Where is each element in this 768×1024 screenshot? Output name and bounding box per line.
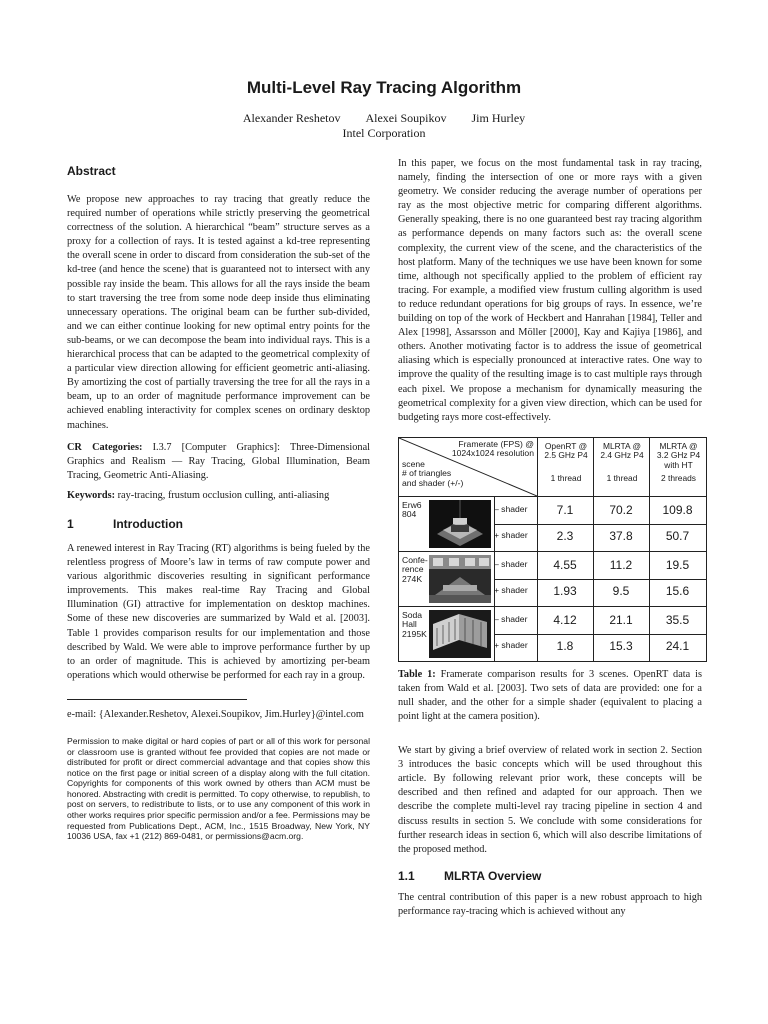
caption-text: Framerate comparison results for 3 scenes. OpenRT data is taken from Wald et al. [2003]. Two sets of data are provided: one for a null shader, and the other for a simple shader (equivalent to placing a point light at the camera position). (398, 668, 703, 722)
cell-value: 19.5 (665, 557, 690, 572)
column-name: with HT (664, 459, 693, 470)
cell-value: 35.5 (665, 612, 690, 627)
scene-thumbnail-soda-hall (429, 610, 491, 658)
cell-value: 2.3 (556, 528, 574, 543)
column-name: MLRTA @ (603, 440, 641, 451)
cell-value: 4.55 (553, 557, 577, 572)
cell-value: 21.1 (609, 612, 633, 627)
affiliation: Intel Corporation (342, 126, 426, 140)
table-header (399, 438, 706, 497)
overview-paragraph: We start by giving a brief overview of related work in section 2. Section 3 introduces the basic concepts which will be used throughout this article. By following relevant prior work, these concepts will be described and then refined and adapted for our approach. Then we describe the complete multi-level ray tracing pipeline in section 4 and discuss results in section 5. We conclude with some considerations for further research ideas in section 6, which will also describe limitations of the proposed method. (398, 745, 702, 855)
keywords (67, 489, 370, 503)
left-column (67, 164, 370, 842)
cr-categories (67, 441, 370, 483)
keywords-text: ray-tracing, frustum occlusion culling, anti-aliasing (117, 489, 330, 501)
fps-header-line: Framerate (FPS) @ (458, 438, 534, 449)
shader-label: – shader (494, 558, 528, 569)
scene-name-line: Soda (402, 609, 423, 620)
shader-label: + shader (494, 529, 528, 540)
scene-header-line: scene (402, 458, 425, 469)
shader-label: + shader (494, 584, 528, 595)
scene-header-line: # of triangles (402, 468, 452, 479)
intro-continued: In this paper, we focus on the most fundamental task in ray tracing, namely, finding the intersection of one or more rays with a given geometry. We consider reducing the average number of operations per ray as the most objective metric for comparing different algorithms. Generally speaking, there is no one guaranteed best ray tracing algorithm as performance depends on many factors such as: the overall scene complexity, the current view of the scene, and the characteristics of the host platform. Many of the techniques we use have been known for some time, although not specifically applied to the problem of efficient ray tracing. For example, a modified view frustum culling algorithm is used to reduce redundant operations for big groups of rays. In essence, we’re building on top of the work of Heckbert and Hanrahan [1984], Teller and Alex [1998], Assarsson and Möller [2000], Kay and Kajiya [1986], and others. Another motivating factor is to address the issue of geometrical aliasing which is especially pronounced at interactive rates. One way to improve the quality of the resulting image is to cast multiple rays through each pixel. We propose a mechanism for dynamically measuring the geometrical complexity for a given view direction, which can be used for budgeting rays more cost-effectively. (398, 158, 702, 423)
table-row (399, 607, 706, 661)
cr-categories-text: I.3.7 [Computer Graphics]: Three-Dimensional Graphics and Realism — Ray Tracing, Global Illumination, Beam Tracing, Geometric Anti-Aliasing. (67, 441, 370, 481)
column-name: 2.5 GHz P4 (544, 450, 588, 461)
section-number: 1 (67, 516, 74, 531)
shader-label: + shader (494, 639, 528, 650)
scene-name (402, 556, 428, 585)
paper-title: Multi-Level Ray Tracing Algorithm (246, 78, 522, 97)
section-number: 1.1 (398, 868, 415, 883)
scene-name-line: Erw6 (402, 499, 422, 510)
column-header-openrt (537, 438, 594, 496)
column-threads: 1 thread (550, 472, 582, 483)
scene-name-line: 274K (402, 573, 423, 584)
scene-name-line: 804 (402, 509, 417, 520)
cell-value: 15.6 (665, 583, 690, 598)
scene-name-line: Confe- (402, 554, 428, 565)
scene-header (402, 460, 463, 489)
scene-name-line: rence (402, 564, 424, 575)
scene-thumbnail-erw6 (429, 500, 491, 548)
shader-label: – shader (494, 613, 528, 624)
section-title: Introduction (113, 516, 183, 531)
section-heading-introduction (67, 517, 370, 531)
cell-value: 37.8 (609, 528, 633, 543)
column-name: 2.4 GHz P4 (600, 450, 644, 461)
cell-value: 15.3 (609, 638, 633, 653)
fps-header (452, 440, 534, 458)
mlrta-overview-body: The central contribution of this paper is a new robust approach to high performance ray-tracing which is achieved without any (398, 891, 702, 917)
scene-name (402, 611, 427, 640)
shader-label: – shader (494, 503, 528, 514)
footnote-rule (67, 699, 247, 700)
abstract-body: We propose new approaches to ray tracing that greatly reduce the required number of operations while strictly preserving the geometrical correctness of the solution. A hierarchical “beam” structure serves as a proxy for a collection of rays. It is tested against a kd-tree representing the overall scene in order to discard from consideration the sub-set of the kd-tree (and hence the scene) that is guaranteed not to intersect with any possible ray inside the beam. This allows for all the rays inside the beam to start traversing the tree from some node deep inside thus eliminating unnecessary operations. The original beam can be further sub-divided, and we can either continue looking for new optimal entry points for the sub-beams, or we can decompose the beam into individual rays. This is a hierarchical process that can be adapted to the geometrical complexity of a particular view direction allowing for efficient geometric anti-aliasing. By amortizing the cost of partially traversing the tree for all the rays in a beam, up to an order of magnitude performance improvement can be achieved enabling interactivity for complex scenes on ordinary desktop machines. (67, 194, 370, 431)
caption-label: Table 1: (398, 668, 436, 680)
author-name: Alexei Soupikov (365, 111, 447, 125)
scene-thumbnail-conference (429, 555, 491, 603)
author-name: Alexander Reshetov (242, 111, 341, 125)
column-header-mlrta-32 (649, 438, 707, 496)
cell-value: 9.5 (612, 583, 630, 598)
column-name: OpenRT @ (544, 440, 588, 451)
author-name: Jim Hurley (471, 111, 526, 125)
column-name: MLRTA @ (659, 440, 698, 451)
header-corner-cell (399, 438, 537, 496)
cell-value: 11.2 (609, 557, 633, 572)
right-column (398, 157, 702, 919)
fps-header-line: 1024x1024 resolution (451, 447, 534, 458)
column-threads: 1 thread (606, 472, 638, 483)
table-caption (398, 668, 702, 724)
table-row (399, 497, 706, 552)
cell-value: 24.1 (665, 638, 690, 653)
cell-value: 1.8 (556, 638, 574, 653)
cell-value: 7.1 (556, 502, 574, 517)
cell-value: 1.93 (553, 583, 577, 598)
cell-value: 109.8 (662, 502, 693, 517)
cell-value: 70.2 (609, 502, 633, 517)
scene-header-line: and shader (+/-) (402, 477, 464, 488)
table-row (399, 552, 706, 607)
cell-value: 4.12 (553, 612, 577, 627)
scene-name-line: Hall (402, 619, 417, 630)
scene-name-line: 2195K (402, 628, 427, 639)
column-header-mlrta-24 (593, 438, 650, 496)
cell-value: 50.7 (665, 528, 690, 543)
column-threads: 2 threads (661, 472, 696, 483)
scene-name (402, 501, 422, 520)
column-name: 3.2 GHz P4 (656, 450, 701, 461)
keywords-label: Keywords: (67, 489, 116, 501)
cr-categories-label: CR Categories: (67, 441, 143, 453)
footnote-email: e-mail: {Alexander.Reshetov, Alexei.Soupikov, Jim.Hurley}@intel.com (67, 708, 364, 720)
abstract-heading: Abstract (67, 164, 116, 178)
section-title: MLRTA Overview (444, 868, 542, 883)
permission-notice: Permission to make digital or hard copies of part or all of this work for personal or classroom use is granted without fee provided that copies are not made or distributed for profit or direct commercial advantage and that copies show this notice on the first page or initial screen of a display along with the full citation. Copyrights for components of this work owned by others than ACM must be honored. Abstracting with credit is permitted. To copy otherwise, to republish, to post on servers, to redistribute to lists, or to use any component of this work in other works requires prior specific permission and/or a fee. Permissions may be requested from Publications Dept., ACM, Inc., 1515 Broadway, New York, NY 10036 USA, fax +1 (212) 869-0481, or permissions@acm.org. (67, 735, 370, 842)
section-heading-mlrta-overview (398, 869, 702, 883)
results-table (398, 437, 707, 662)
introduction-body: A renewed interest in Ray Tracing (RT) algorithms is being fueled by the relentless progress of Moore’s law in terms of raw compute power and various algorithmic discoveries resulting in significant performance improvements. This makes real-time Ray Tracing and Global Illumination (GI) attractive for implementation on desktop machines. Some of these new discoveries are summarized by Wald et al. [2003]. Table 1 provides comparison results for our implementation and those described by Wald. We were able to improve performance further by up to an order of magnitude. This is achieved by amortizing per-beam operations which would otherwise be performed for each ray in a group. (67, 542, 370, 681)
author-list (0, 111, 768, 126)
